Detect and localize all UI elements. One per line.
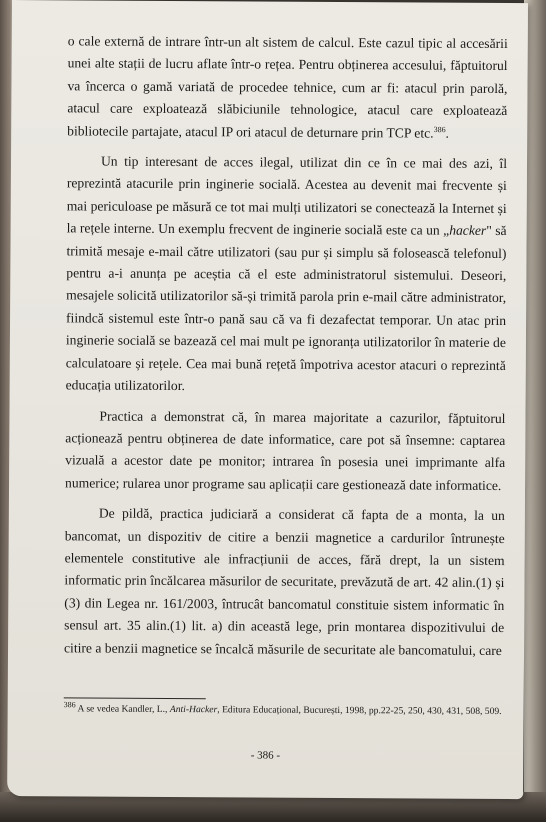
paragraph-text: . — [445, 125, 450, 141]
paragraph-text: Un tip interesant de acces ilegal, utilizat din ce în ce mai des azi, îl reprezintă atacurile prin inginerie socială. Acestea au devenit mai frecvente și mai periculoase pe măsură ce tot mai mulți utilizatori se conectează la Internet și la rețele interne. Un exemplu frecvent de inginerie socială este ca un „ — [66, 153, 508, 238]
footnote-suffix: , Editura Educațional, București, 1998, pp.22-25, 250, 430, 431, 508, 509. — [217, 704, 502, 718]
background-right-edge — [524, 0, 546, 822]
paragraph-text: " să trimită mesaje e-mail către utilizatori (sau pur și simplu să folosească telefonul) pentru a-i anunța pe aceștia că el este administratorul sistemului. Deseori, mesajele solicită utilizatorilor să-și trimită parola prin e-mail către administrator, fiindcă sistemul este într-o pană sau că va fi dezafectat temporar. Un atac prin inginerie socială se bazează cel mai mult pe ignoranța utilizatorilor în materie de calculatoare și rețele. Cea mai bună rețetă împotriva acestor atacuri o reprezintă educația utilizatorilor. — [65, 223, 507, 394]
paragraph-text: De pildă, practica judiciară a considerat că fapta de a monta, la un bancomat, un dispozitiv de citire a benzii magnetice a cardurilor întrunește elementele constitutive ale infracțiunii de acces, fără drept, la un sistem informatic prin încălcarea măsurilor de securitate, prevăzută de art. 42 alin.(1) și (3) din Legea nr. 161/2003, întrucât bancomatul constituie sistem informatic în sensul art. 35 alin.(1) lit. a) din această lege, prin montarea dispozitivului de citire a benzii magnetice se încalcă măsurile de securitate ale bancomatului, care — [64, 505, 505, 658]
footnote-prefix: A se vedea Kandler, L., — [75, 703, 170, 715]
body-text — [64, 30, 508, 662]
paragraph-1 — [67, 30, 508, 145]
emphasized-term: hacker — [449, 222, 487, 239]
paragraph-text: Practica a demonstrat că, în marea majoritate a cazurilor, făptuitorul acționează pentru obținerea de date informatice, care pot să însemne: captarea vizuală a acestor date pe monitor; intrarea în posesia unei imprimante alfa numerice; rularea unor programe sau aplicații care gestionează date informatice. — [65, 408, 506, 493]
document-page — [7, 0, 528, 799]
footnote-marker: 386 — [63, 700, 76, 710]
page-number: - 386 - — [250, 749, 281, 762]
paragraph-3 — [65, 405, 506, 497]
footnote-386 — [64, 702, 504, 718]
footnote-separator — [64, 697, 206, 699]
footnote-reference: 386 — [433, 124, 446, 134]
paragraph-text: o cale externă de intrare într-un alt sistem de calcul. Este cazul tipic al accesării unei alte stații de lucru aflate într-o rețea. Pentru obținerea accesului, făptuitorul va încerca o gamă variată de procedee tehnice, cum ar fi: atacul prin parolă, atacul care exploatează slăbiciunile tehnologice, atacul care exploatează bibliotecile partajate, atacul IP ori atacul de deturnare prin TCP etc. — [67, 33, 508, 141]
paragraph-2 — [66, 150, 507, 399]
footnote-book-title: Anti-Hacker — [169, 703, 218, 716]
paragraph-4 — [64, 502, 505, 662]
